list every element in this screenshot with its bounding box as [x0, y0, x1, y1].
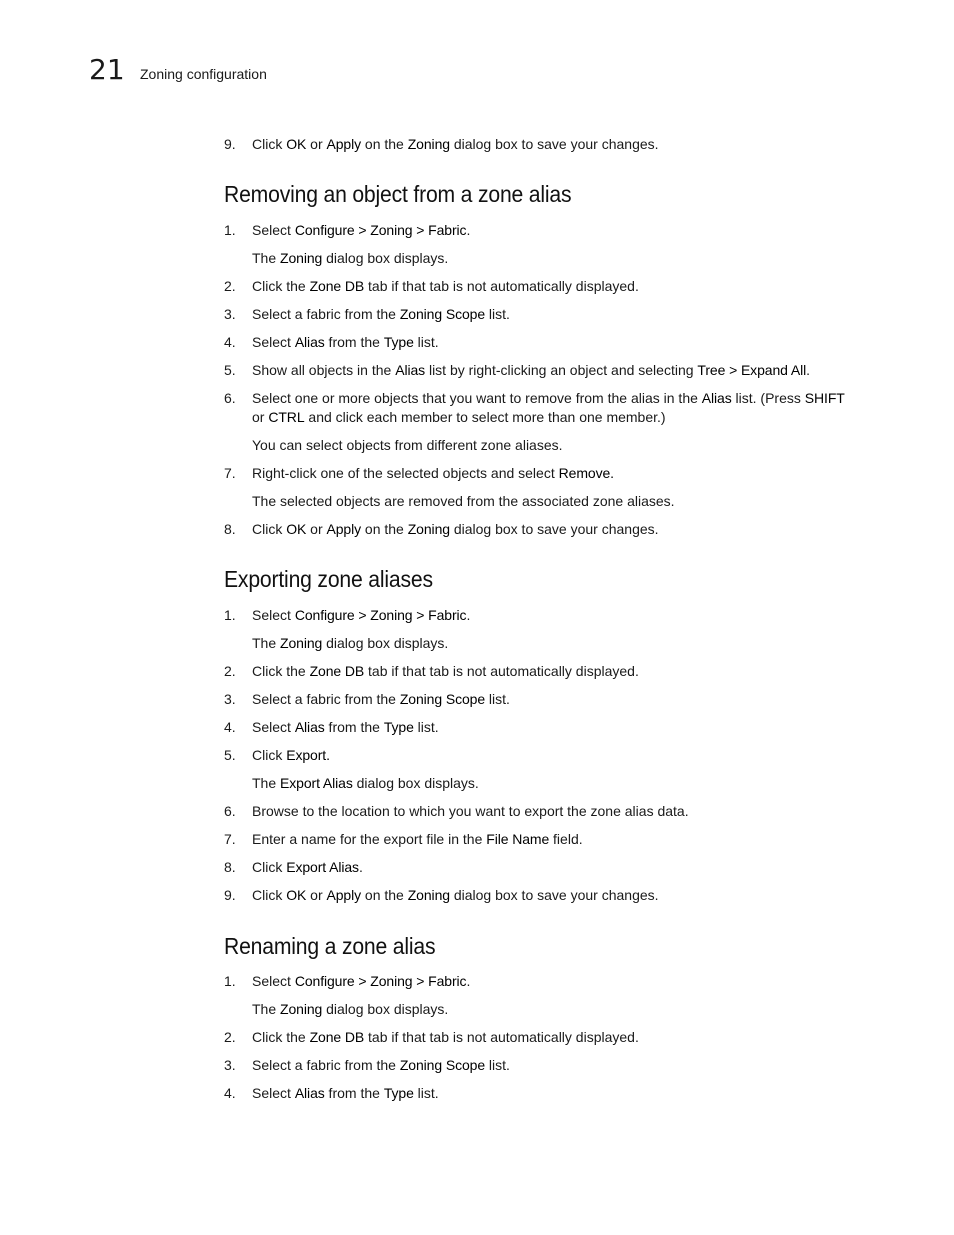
- ui-term: Zoning: [407, 887, 450, 903]
- step-number: 6.: [224, 803, 236, 819]
- step-text: [252, 1027, 639, 1047]
- step-number: 1.: [224, 222, 236, 238]
- section-heading-exporting: Exporting zone aliases: [224, 566, 433, 592]
- ui-term: Alias: [294, 1085, 325, 1101]
- ui-term: Alias: [294, 334, 325, 350]
- text-run: dialog box to save your changes.: [449, 136, 659, 152]
- step-text: [252, 360, 810, 380]
- ui-term: Type: [383, 719, 414, 735]
- text-run: list by right-clicking an object and selecting: [425, 362, 698, 378]
- ui-term: Type: [383, 334, 414, 350]
- text-run: Show all objects in the: [252, 362, 396, 378]
- text-run: list.: [485, 306, 510, 322]
- text-run: from the: [324, 1085, 384, 1101]
- text-run: Click: [252, 859, 287, 875]
- text-run: The: [252, 635, 281, 651]
- ui-term: Zone DB: [309, 663, 365, 679]
- text-run: Click the: [252, 278, 310, 294]
- text-run: Select: [252, 973, 295, 989]
- text-run: Right-click one of the selected objects and select: [252, 465, 559, 481]
- step-number: 3.: [224, 1057, 236, 1073]
- step-number: 3.: [224, 306, 236, 322]
- text-run: list.: [485, 1057, 510, 1073]
- step-text: [252, 519, 659, 539]
- text-run: Enter a name for the export file in the: [252, 831, 487, 847]
- step-text: [252, 332, 439, 352]
- step-number: 7.: [224, 831, 236, 847]
- step-text: [252, 745, 330, 765]
- text-run: list.: [413, 334, 439, 350]
- ui-term: Zoning Scope: [399, 1057, 486, 1073]
- chapter-number: 21: [89, 53, 125, 86]
- ui-term: Configure > Zoning > Fabric: [294, 222, 467, 238]
- text-run: field.: [549, 831, 583, 847]
- text-run: You can select objects from different zone aliases.: [252, 437, 563, 453]
- text-run: and click each member to select more than one member.): [304, 409, 666, 425]
- text-run: Browse to the location to which you want to export the zone alias data.: [252, 803, 689, 819]
- text-run: .: [466, 607, 471, 623]
- section-heading-renaming: Renaming a zone alias: [224, 933, 436, 959]
- step-number: 2.: [224, 1029, 236, 1045]
- step-text: [252, 689, 510, 709]
- step-note: [252, 248, 448, 268]
- text-run: The: [252, 775, 281, 791]
- step-note: [252, 999, 448, 1019]
- ui-term: File Name: [486, 831, 550, 847]
- text-run: The: [252, 250, 281, 266]
- step-text: [252, 220, 470, 240]
- step-text: [252, 801, 689, 821]
- step-text: [252, 605, 470, 625]
- text-run: list.: [485, 691, 510, 707]
- text-run: dialog box displays.: [322, 250, 449, 266]
- step-note: [252, 491, 675, 511]
- text-run: or: [306, 887, 327, 903]
- step-number: 1.: [224, 607, 236, 623]
- step-text: [252, 276, 639, 296]
- text-run: Select: [252, 719, 295, 735]
- ui-term: Export.: [286, 747, 330, 763]
- step-text: [252, 463, 614, 483]
- text-run: on the: [361, 521, 408, 537]
- text-run: Click: [252, 136, 287, 152]
- text-run: tab if that tab is not automatically displayed.: [364, 663, 639, 679]
- step-text: [252, 717, 439, 737]
- step-number: 5.: [224, 747, 236, 763]
- ui-term: Zone DB: [309, 1029, 365, 1045]
- step-text: [252, 1055, 510, 1075]
- text-run: Select: [252, 1085, 295, 1101]
- step-number: 9.: [224, 136, 236, 152]
- step-number: 1.: [224, 973, 236, 989]
- text-run: .: [806, 362, 810, 378]
- ui-term: Apply: [326, 887, 362, 903]
- text-run: .: [466, 222, 471, 238]
- text-run: dialog box displays.: [352, 775, 479, 791]
- ui-term: OK: [286, 136, 307, 152]
- text-run: Select a fabric from the: [252, 691, 400, 707]
- ui-term: CTRL: [268, 409, 305, 425]
- text-run: Click: [252, 747, 287, 763]
- text-run: dialog box to save your changes.: [449, 887, 659, 903]
- step-note: [252, 435, 563, 455]
- text-run: list.: [413, 719, 439, 735]
- ui-term: Remove.: [558, 465, 614, 481]
- step-text: [252, 304, 510, 324]
- ui-term: Alias: [701, 390, 732, 406]
- step-number: 5.: [224, 362, 236, 378]
- ui-term: OK: [286, 521, 307, 537]
- ui-term: Zoning Scope: [399, 306, 486, 322]
- ui-term: Apply: [326, 521, 362, 537]
- step-note: [252, 633, 448, 653]
- text-run: Select: [252, 607, 295, 623]
- ui-term: SHIFT: [804, 390, 845, 406]
- step-number: 7.: [224, 465, 236, 481]
- step-number: 6.: [224, 390, 236, 406]
- step-text-continued: [252, 407, 666, 427]
- step-text: [252, 1083, 439, 1103]
- step-number: 4.: [224, 1085, 236, 1101]
- ui-term: Zoning Scope: [399, 691, 486, 707]
- ui-term: Zone DB: [309, 278, 365, 294]
- text-run: Select a fabric from the: [252, 306, 400, 322]
- ui-term: Zoning: [280, 635, 323, 651]
- ui-term: Alias: [294, 719, 325, 735]
- ui-term: Zoning: [407, 521, 450, 537]
- ui-term: Configure > Zoning > Fabric: [294, 973, 467, 989]
- step-number: 9.: [224, 887, 236, 903]
- text-run: .: [466, 973, 471, 989]
- text-run: dialog box displays.: [322, 1001, 449, 1017]
- step-text: [252, 885, 659, 905]
- text-run: or: [252, 409, 269, 425]
- ui-term: Tree > Expand All: [697, 362, 807, 378]
- step-number: 3.: [224, 691, 236, 707]
- text-run: on the: [361, 136, 408, 152]
- text-run: on the: [361, 887, 408, 903]
- step-text: [252, 661, 639, 681]
- text-run: Select: [252, 334, 295, 350]
- step-number: 8.: [224, 521, 236, 537]
- ui-term: Configure > Zoning > Fabric: [294, 607, 467, 623]
- step-text: [252, 134, 659, 154]
- text-run: dialog box to save your changes.: [449, 521, 659, 537]
- text-run: list.: [413, 1085, 439, 1101]
- step-number: 8.: [224, 859, 236, 875]
- text-run: tab if that tab is not automatically displayed.: [364, 1029, 639, 1045]
- text-run: Click the: [252, 1029, 310, 1045]
- text-run: Select: [252, 222, 295, 238]
- text-run: from the: [324, 719, 384, 735]
- chapter-title: Zoning configuration: [140, 66, 267, 82]
- ui-term: Export Alias: [280, 775, 353, 791]
- ui-term: Apply: [326, 136, 362, 152]
- step-number: 2.: [224, 278, 236, 294]
- step-number: 4.: [224, 334, 236, 350]
- ui-term: Export Alias: [286, 859, 359, 875]
- step-note: [252, 773, 479, 793]
- text-run: from the: [324, 334, 384, 350]
- step-text: [252, 388, 845, 408]
- step-number: 4.: [224, 719, 236, 735]
- ui-term: Type: [383, 1085, 414, 1101]
- text-run: or: [306, 521, 327, 537]
- ui-term: Alias: [395, 362, 426, 378]
- text-run: Select one or more objects that you want to remove from the alias in the: [252, 390, 702, 406]
- step-text: [252, 857, 363, 877]
- text-run: or: [306, 136, 327, 152]
- step-text: [252, 971, 470, 991]
- text-run: The selected objects are removed from the associated zone aliases.: [252, 493, 675, 509]
- text-run: The: [252, 1001, 281, 1017]
- text-run: tab if that tab is not automatically displayed.: [364, 278, 639, 294]
- ui-term: Zoning: [407, 136, 450, 152]
- step-text: [252, 829, 583, 849]
- text-run: dialog box displays.: [322, 635, 449, 651]
- text-run: Click: [252, 887, 287, 903]
- text-run: .: [358, 859, 363, 875]
- section-heading-removing: Removing an object from a zone alias: [224, 181, 572, 207]
- text-run: Click: [252, 521, 287, 537]
- text-run: list. (Press: [731, 390, 805, 406]
- step-number: 2.: [224, 663, 236, 679]
- ui-term: Zoning: [280, 1001, 323, 1017]
- text-run: Click the: [252, 663, 310, 679]
- ui-term: OK: [286, 887, 307, 903]
- text-run: Select a fabric from the: [252, 1057, 400, 1073]
- ui-term: Zoning: [280, 250, 323, 266]
